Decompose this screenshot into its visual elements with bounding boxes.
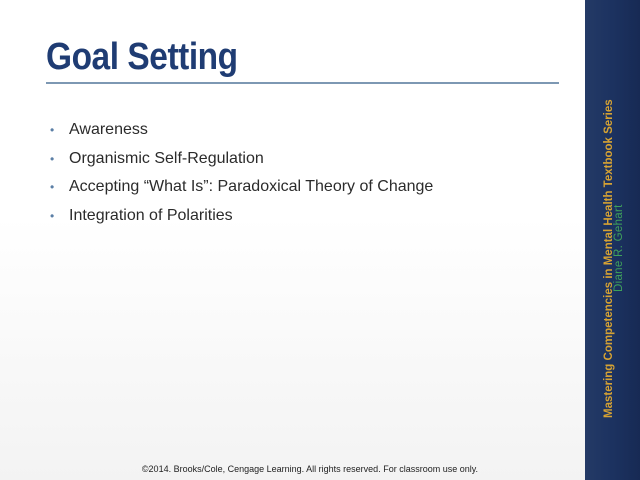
- author-name: Diane R. Gehart: [613, 204, 625, 292]
- title-divider: [46, 82, 559, 84]
- list-item: [50, 202, 433, 231]
- slide-title: Goal Setting: [46, 36, 238, 78]
- bullet-list: [50, 116, 433, 230]
- bullet-text: Organismic Self-Regulation: [69, 149, 264, 167]
- bullet-text: Awareness: [69, 121, 148, 139]
- list-item: [50, 145, 433, 174]
- bullet-text: Integration of Polarities: [69, 206, 233, 224]
- bullet-text: Accepting “What Is”: Paradoxical Theory of Change: [69, 178, 434, 196]
- bullet-dot-icon: •: [50, 208, 55, 223]
- bullet-dot-icon: •: [50, 123, 55, 138]
- series-title: Mastering Competencies in Mental Health Textbook Series: [603, 99, 615, 418]
- list-item: [50, 116, 433, 145]
- bullet-dot-icon: •: [50, 180, 55, 195]
- bullet-dot-icon: •: [50, 151, 55, 166]
- list-item: [50, 173, 433, 202]
- copyright-footer: ©2014. Brooks/Cole, Cengage Learning. All rights reserved. For classroom use only.: [141, 464, 479, 474]
